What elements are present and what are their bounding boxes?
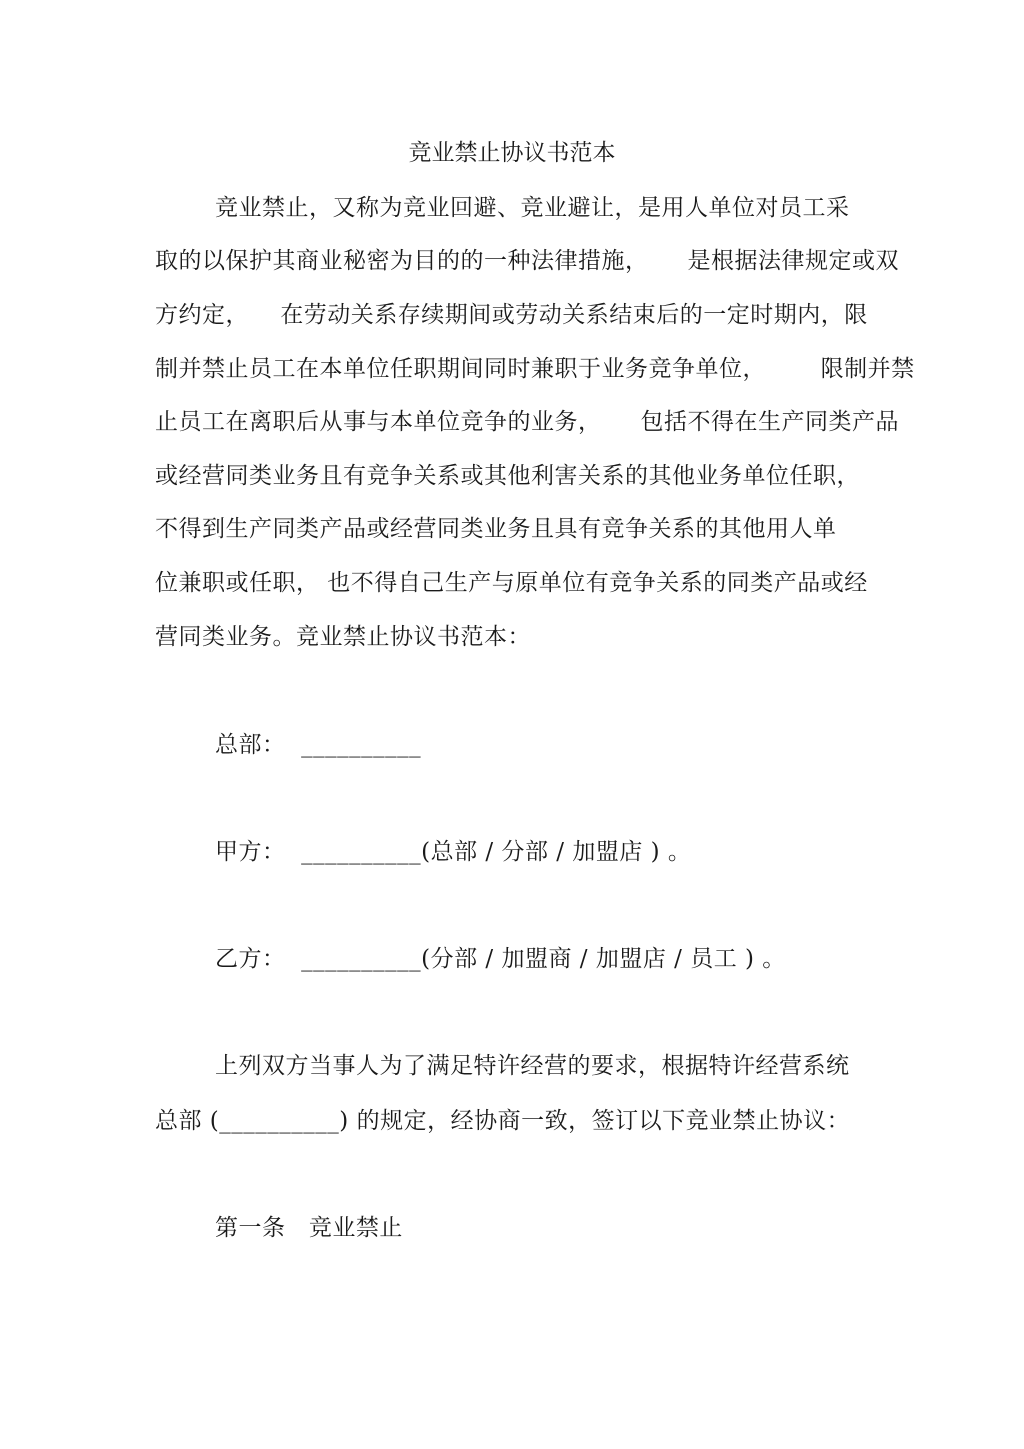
article-one-heading: 第一条 竞业禁止 (215, 1215, 403, 1241)
agreement-line-2: 总部 (__________) 的规定，经协商一致，签订以下竞业禁止协议： (155, 1108, 851, 1134)
intro-line-5: 止员工在离职后从事与本单位竞争的业务， 包括不得在生产同类产品 (155, 409, 900, 435)
intro-line-7: 不得到生产同类产品或经营同类业务且具有竞争关系的其他用人单 (155, 516, 837, 542)
party-a-field: 甲方： __________(总部 / 分部 / 加盟店 ) 。 (215, 839, 692, 865)
document-title: 竞业禁止协议书范本 (408, 140, 616, 166)
intro-line-1: 竞业禁止，又称为竞业回避、竞业避让，是用人单位对员工采 (215, 195, 850, 221)
agreement-line-1: 上列双方当事人为了满足特许经营的要求，根据特许经营系统 (215, 1053, 850, 1079)
intro-line-8: 位兼职或任职， 也不得自己生产与原单位有竞争关系的同类产品或经 (155, 570, 868, 596)
intro-line-3: 方约定， 在劳动关系存续期间或劳动关系结束后的一定时期内，限 (155, 302, 868, 328)
intro-line-2: 取的以保护其商业秘密为目的的一种法律措施， 是根据法律规定或双 (155, 248, 900, 274)
intro-line-9: 营同类业务。竞业禁止协议书范本： (155, 624, 531, 650)
headquarters-field: 总部： __________ (215, 732, 422, 758)
intro-line-6: 或经营同类业务且有竞争关系或其他利害关系的其他业务单位任职， (155, 463, 860, 489)
intro-line-4: 制并禁止员工在本单位任职期间同时兼职于业务竞争单位， 限制并禁 (155, 356, 915, 382)
party-b-field: 乙方： __________(分部 / 加盟商 / 加盟店 / 员工 ) 。 (215, 946, 786, 972)
